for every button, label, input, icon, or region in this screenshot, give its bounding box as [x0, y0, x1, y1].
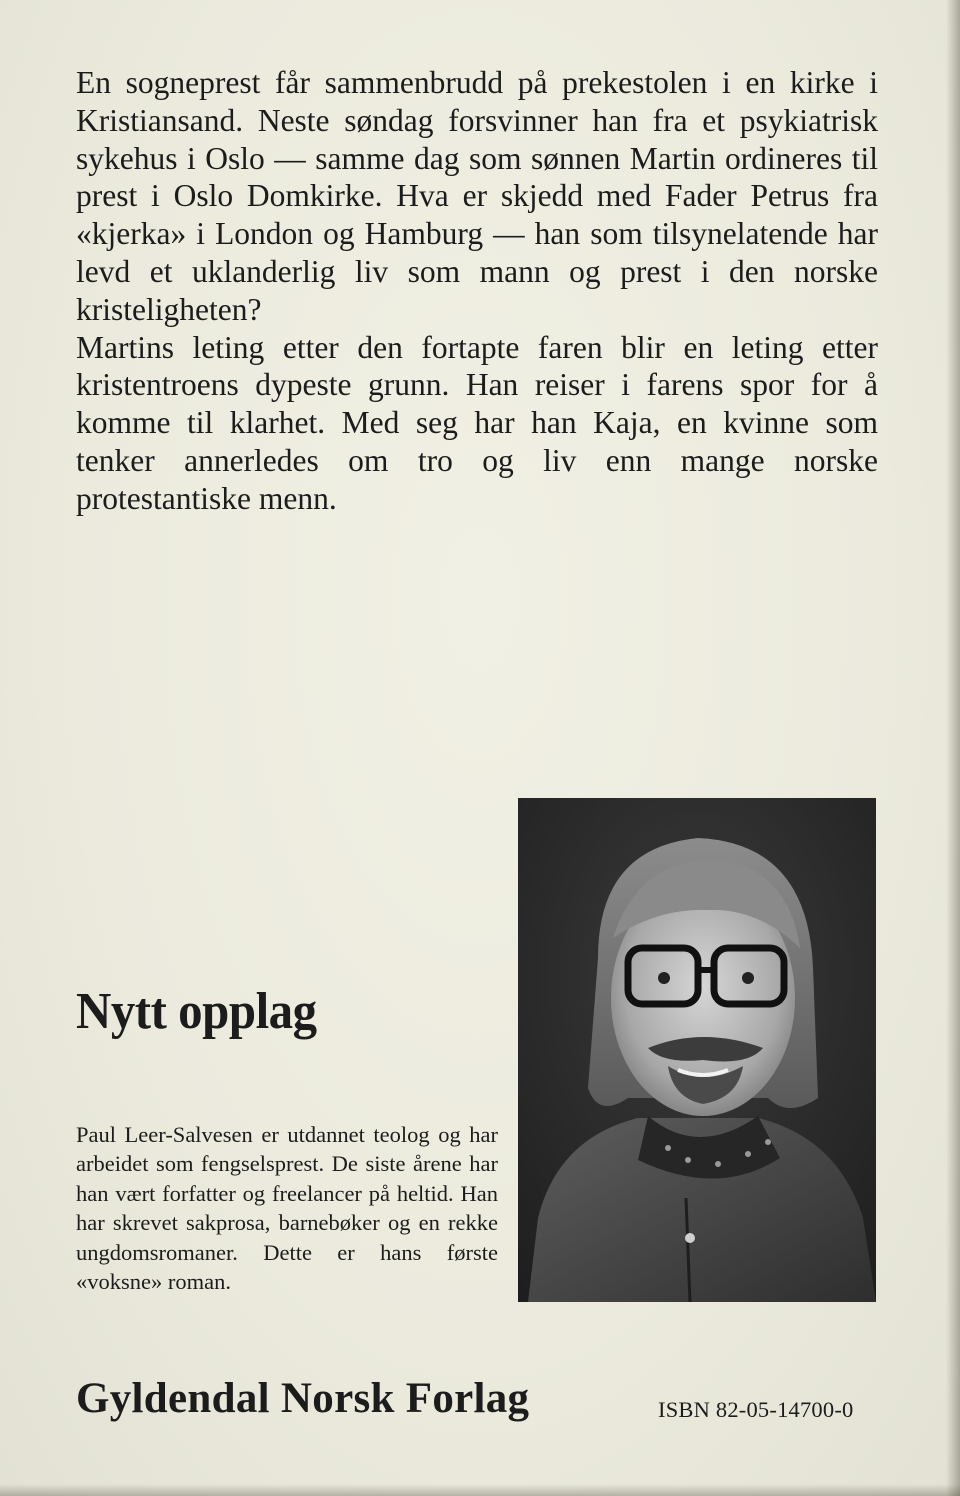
blurb-text: [76, 64, 878, 518]
isbn-number: ISBN 82-05-14700-0: [658, 1397, 854, 1422]
blurb-paragraph-1: En sogneprest får sammenbrudd på prekestolen i en kirke i Kristiansand. Neste søndag forsvinner han fra et psykiatrisk sykehus i Oslo — samme dag som sønnen Martin ordineres til prest i Oslo Domkirke. Hva er skjedd med Fader Petrus fra «kjerka» i London og Hamburg — han som tilsynelatende har levd et uklanderlig liv som mann og prest i den norske kristeligheten?: [76, 65, 878, 327]
cover-edge-shadow-right: [946, 0, 960, 1496]
cover-edge-shadow-bottom: [0, 1484, 960, 1496]
blurb-paragraph-2: Martins leting etter den fortapte faren blir en leting etter kristentroens dypeste grunn. Han reiser i farens spor for å komme til klarhet. Med seg har han Kaja, en kvinne som tenker annerledes om tro og liv enn mange norske protestantiske menn.: [76, 329, 878, 516]
publisher-name: Gyldendal Norsk Forlag: [76, 1375, 530, 1422]
author-photo: [518, 798, 876, 1302]
author-portrait-image: [518, 798, 876, 1302]
new-edition-heading: Nytt opplag: [76, 983, 317, 1040]
author-bio: Paul Leer-Salvesen er utdannet teolog og har arbeidet som fengselsprest. De siste årene har han vært forfatter og freelancer på heltid. Han har skrevet sakprosa, barnebøker og en rekke ungdomsromaner. Dette er hans første «voksne» roman.: [76, 1122, 498, 1295]
